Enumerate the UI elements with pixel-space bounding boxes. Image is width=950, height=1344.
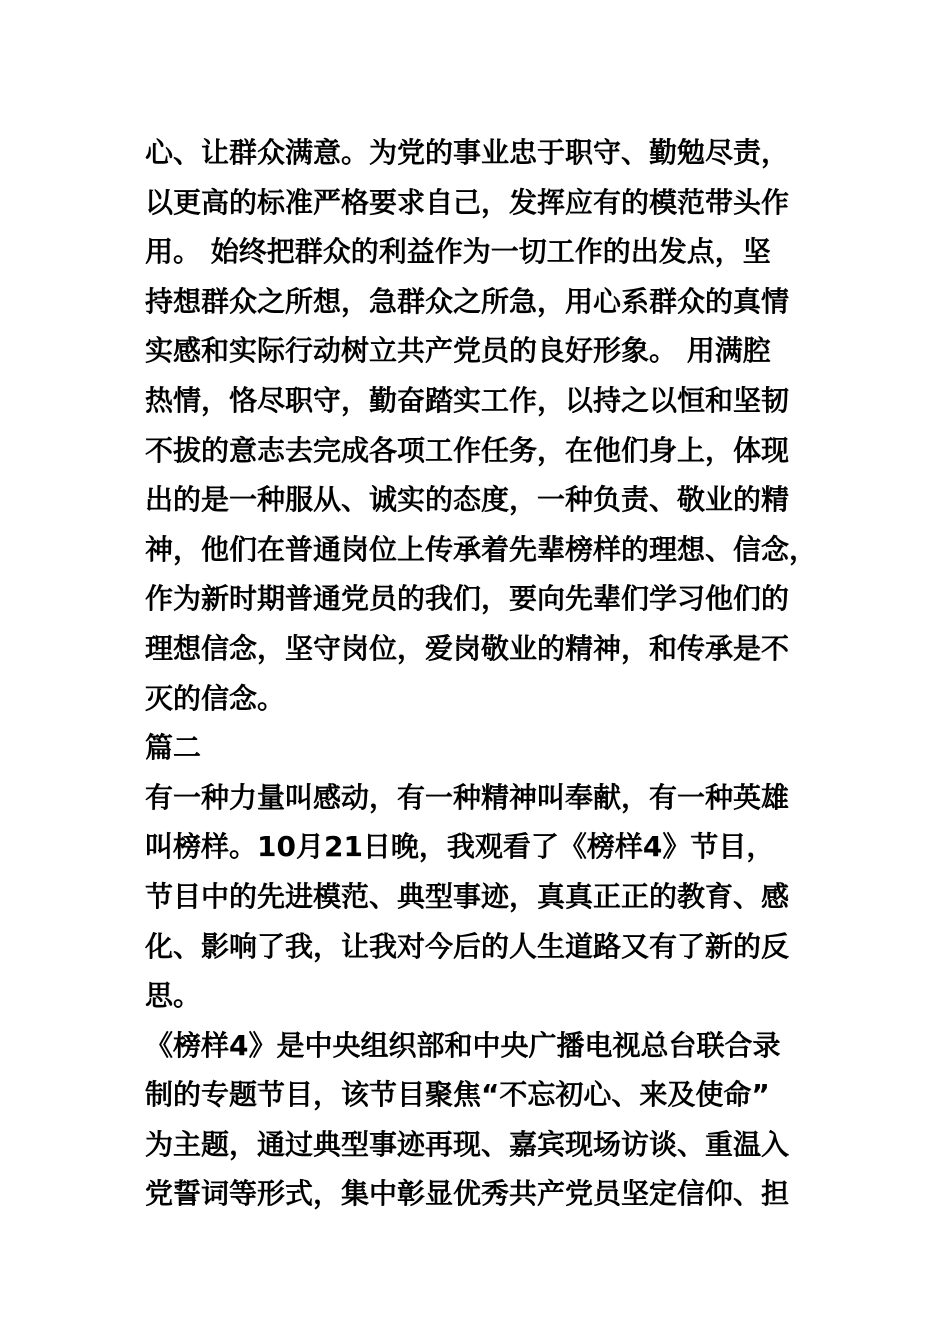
text-line: 节目中的先进模范、典型事迹，真真正正的教育、感: [145, 879, 790, 913]
text-line: 灭的信念。: [145, 681, 286, 715]
text-line: 出的是一种服从、诚实的态度，一种负责、敬业的精: [145, 483, 790, 517]
text-line: 用。 始终把群众的利益作为一切工作的出发点，坚: [145, 235, 771, 269]
text-line: 作为新时期普通党员的我们，要向先辈们学习他们的: [145, 582, 790, 616]
text-line: 理想信念，坚守岗位，爱岗敬业的精神，和传承是不: [145, 631, 790, 665]
text-line: 热情，恪尽职守，勤奋踏实工作，以持之以恒和坚韧: [145, 383, 790, 417]
text-line: 以更高的标准严格要求自己，发挥应有的模范带头作: [145, 185, 790, 219]
text-line: 《榜样4》是中央组织部和中央广播电视总台联合录: [145, 1028, 781, 1062]
text-line: 化、影响了我，让我对今后的人生道路又有了新的反: [145, 929, 790, 963]
text-line: 不拔的意志去完成各项工作任务，在他们身上，体现: [145, 433, 790, 467]
text-line: 思。: [145, 979, 202, 1013]
text-line: 为主题，通过典型事迹再现、嘉宾现场访谈、重温入: [145, 1127, 790, 1161]
text-line: 叫榜样。10月21日晚，我观看了《榜样4》节目，: [145, 830, 775, 864]
text-line: 实感和实际行动树立共产党员的良好形象。 用满腔: [145, 334, 771, 368]
text-line: 有一种力量叫感动，有一种精神叫奉献，有一种英雄: [145, 780, 790, 814]
text-line: 制的专题节目，该节目聚焦“不忘初心、来及使命”: [145, 1078, 770, 1112]
document-body: [145, 128, 835, 1219]
text-line: 持想群众之所想，急群众之所急，用心系群众的真情: [145, 284, 790, 318]
text-line: 心、让群众满意。为党的事业忠于职守、勤勉尽责，: [145, 136, 790, 169]
section-heading: 篇二: [145, 731, 202, 765]
text-line: 党誓词等形式，集中彰显优秀共产党员坚定信仰、担: [145, 1177, 790, 1211]
text-line: 神，他们在普通岗位上传承着先辈榜样的理想、信念，: [145, 532, 818, 566]
